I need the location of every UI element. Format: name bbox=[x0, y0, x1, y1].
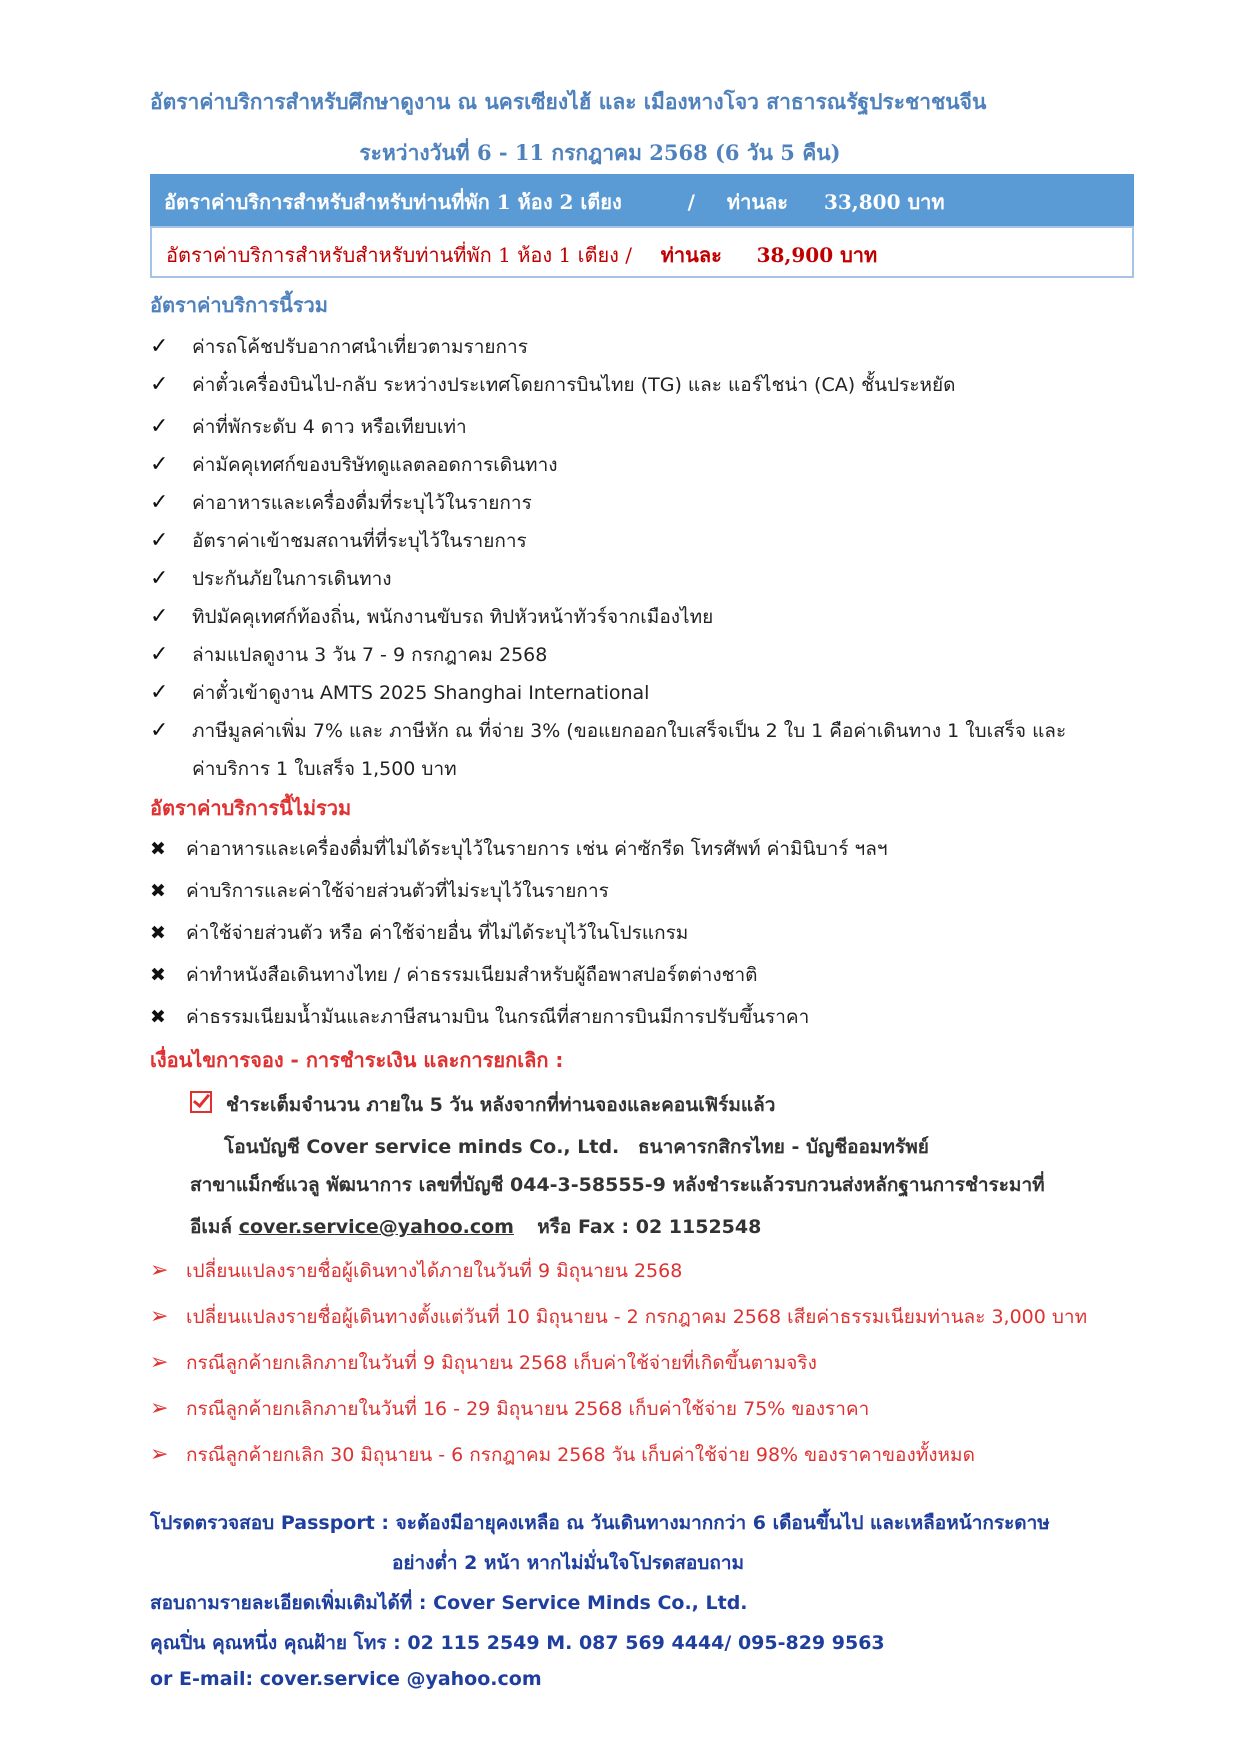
check-icon: ✓ bbox=[150, 718, 169, 743]
arrow-bullet-icon: ➢ bbox=[150, 1304, 169, 1329]
arrow-bullet-icon: ➢ bbox=[150, 1442, 169, 1467]
included-item: ✓ ค่ารถโค้ชปรับอากาศนำเที่ยวตามรายการ bbox=[150, 334, 528, 359]
contact-line: สอบถามรายละเอียดเพิ่มเติมได้ที่ : Cover Service Minds Co., Ltd. bbox=[150, 1592, 748, 1614]
arrow-bullet-icon: ➢ bbox=[150, 1396, 169, 1421]
passport-note-continued: อย่างต่ำ 2 หน้า หากไม่มั่นใจโปรดสอบถาม bbox=[392, 1552, 745, 1574]
price-single-row bbox=[150, 226, 1134, 278]
cross-icon: ✖ bbox=[150, 922, 166, 944]
price-single-label: อัตราค่าบริการสำหรับสำหรับท่านที่พัก 1 ห้อง 1 เตียง / bbox=[166, 243, 633, 267]
check-icon: ✓ bbox=[150, 604, 169, 629]
condition-rule: ➢ กรณีลูกค้ายกเลิกภายในวันที่ 16 - 29 มิถุนายน 2568 เก็บค่าใช้จ่าย 75% ของราคา bbox=[150, 1396, 870, 1421]
condition-rule: ➢ เปลี่ยนแปลงรายชื่อผู้เดินทางได้ภายในวันที่ 9 มิถุนายน 2568 bbox=[150, 1258, 683, 1283]
check-icon: ✓ bbox=[150, 452, 169, 477]
page-title: อัตราค่าบริการสำหรับศึกษาดูงาน ณ นครเซียงไฮ้ และ เมืองหางโจว สาธารณรัฐประชาชนจีน bbox=[150, 89, 987, 114]
check-icon: ✓ bbox=[150, 414, 169, 439]
email-link[interactable]: cover.service@yahoo.com bbox=[238, 1216, 514, 1238]
price-twin-per: ท่านละ bbox=[726, 190, 789, 214]
excluded-heading: อัตราค่าบริการนี้ไม่รวม bbox=[150, 796, 352, 820]
check-icon: ✓ bbox=[150, 642, 169, 667]
price-twin-amount: 33,800 บาท bbox=[823, 190, 945, 214]
arrow-bullet-icon: ➢ bbox=[150, 1350, 169, 1375]
included-item: ✓ ค่าตั๋วเครื่องบินไป-กลับ ระหว่างประเทศโดยการบินไทย (TG) และ แอร์ไชน่า (CA) ชั้นประหยัด bbox=[150, 372, 956, 397]
included-item-continuation: ค่าบริการ 1 ใบเสร็จ 1,500 บาท bbox=[192, 758, 457, 780]
included-item: ✓ ประกันภัยในการเดินทาง bbox=[150, 566, 392, 591]
page-subtitle: ระหว่างวันที่ 6 - 11 กรกฎาคม 2568 (6 วัน 5 คืน) bbox=[359, 140, 841, 165]
condition-rule: ➢ เปลี่ยนแปลงรายชื่อผู้เดินทางตั้งแต่วันที่ 10 มิถุนายน - 2 กรกฎาคม 2568 เสียค่าธรรมเนียมท่านละ 3,000 บาท bbox=[150, 1304, 1088, 1329]
included-item: ✓ ภาษีมูลค่าเพิ่ม 7% และ ภาษีหัก ณ ที่จ่าย 3% (ขอแยกออกใบเสร็จเป็น 2 ใบ 1 คือค่าเดินทาง 1 ใบเสร็จ และ bbox=[150, 718, 1067, 743]
price-twin-row bbox=[150, 174, 1134, 226]
check-icon: ✓ bbox=[150, 566, 169, 591]
excluded-item: ✖ ค่าบริการและค่าใช้จ่ายส่วนตัวที่ไม่ระบุไว้ในรายการ bbox=[150, 880, 609, 902]
cross-icon: ✖ bbox=[150, 838, 166, 860]
included-item: ✓ ค่ามัคคุเทศก์ของบริษัทดูแลตลอดการเดินทาง bbox=[150, 452, 558, 477]
condition-rule: ➢ กรณีลูกค้ายกเลิกภายในวันที่ 9 มิถุนายน 2568 เก็บค่าใช้จ่ายที่เกิดขึ้นตามจริง bbox=[150, 1350, 817, 1375]
payment-line: ชำระเต็มจำนวน ภายใน 5 วัน หลังจากที่ท่านจองและคอนเฟิร์มแล้ว bbox=[190, 1090, 775, 1120]
price-single-per: ท่านละ bbox=[660, 243, 722, 267]
price-twin-sep: / bbox=[687, 190, 695, 214]
arrow-bullet-icon: ➢ bbox=[150, 1258, 169, 1283]
included-item: ✓ ค่าตั๋วเข้าดูงาน AMTS 2025 Shanghai International bbox=[150, 680, 650, 705]
excluded-item: ✖ ค่าอาหารและเครื่องดื่มที่ไม่ได้ระบุไว้ในรายการ เช่น ค่าซักรีด โทรศัพท์ ค่ามินิบาร์ ฯลฯ bbox=[150, 838, 888, 860]
excluded-item: ✖ ค่าใช้จ่ายส่วนตัว หรือ ค่าใช้จ่ายอื่น ที่ไม่ได้ระบุไว้ในโปรแกรม bbox=[150, 922, 689, 944]
included-item: ✓ ทิปมัคคุเทศก์ท้องถิ่น, พนักงานขับรถ ทิปหัวหน้าทัวร์จากเมืองไทย bbox=[150, 604, 714, 629]
check-icon: ✓ bbox=[150, 372, 169, 397]
excluded-item: ✖ ค่าทำหนังสือเดินทางไทย / ค่าธรรมเนียมสำหรับผู้ถือพาสปอร์ตต่างชาติ bbox=[150, 964, 758, 986]
passport-note: โปรดตรวจสอบ Passport : จะต้องมีอายุคงเหลือ ณ วันเดินทางมากกว่า 6 เดือนขึ้นไป และเหลือหน้ากระดาษ bbox=[150, 1512, 1050, 1534]
price-single-amount: 38,900 บาท bbox=[756, 243, 878, 267]
checked-box-icon bbox=[190, 1091, 212, 1113]
included-item: ✓ ล่ามแปลดูงาน 3 วัน 7 - 9 กรกฎาคม 2568 bbox=[150, 642, 548, 667]
footer-email: or E-mail: cover.service @yahoo.com bbox=[150, 1668, 542, 1690]
check-icon: ✓ bbox=[150, 334, 169, 359]
excluded-item: ✖ ค่าธรรมเนียมน้ำมันและภาษีสนามบิน ในกรณีที่สายการบินมีการปรับขึ้นราคา bbox=[150, 1006, 810, 1028]
included-item: ✓ อัตราค่าเข้าชมสถานที่ที่ระบุไว้ในรายการ bbox=[150, 528, 527, 553]
conditions-heading: เงื่อนไขการจอง - การชำระเงิน และการยกเลิก : bbox=[150, 1048, 564, 1072]
price-twin-label: อัตราค่าบริการสำหรับสำหรับท่านที่พัก 1 ห้อง 2 เตียง bbox=[164, 190, 622, 214]
check-icon: ✓ bbox=[150, 528, 169, 553]
cross-icon: ✖ bbox=[150, 964, 166, 986]
bank-name: ธนาคารกสิกรไทย - บัญชีออมทรัพย์ bbox=[638, 1136, 929, 1158]
check-icon: ✓ bbox=[150, 490, 169, 515]
email-fax-line: อีเมล์ cover.service@yahoo.com หรือ Fax : 02 1152548 bbox=[190, 1216, 762, 1238]
included-item: ✓ ค่าอาหารและเครื่องดื่มที่ระบุไว้ในรายการ bbox=[150, 490, 532, 515]
phone-line: คุณปิ่น คุณหนึ่ง คุณฝ้าย โทร : 02 115 2549 M. 087 569 4444/ 095-829 9563 bbox=[150, 1632, 885, 1654]
condition-rule: ➢ กรณีลูกค้ายกเลิก 30 มิถุนายน - 6 กรกฎาคม 2568 วัน เก็บค่าใช้จ่าย 98% ของราคาของทั้งหมด bbox=[150, 1442, 975, 1467]
cross-icon: ✖ bbox=[150, 880, 166, 902]
bank-account-name: โอนบัญชี Cover service minds Co., Ltd. bbox=[224, 1136, 620, 1158]
bank-branch-account: สาขาแม็กซ์แวลู พัฒนาการ เลขที่บัญชี 044-3-58555-9 หลังชำระแล้วรบกวนส่งหลักฐานการชำระมาที่ bbox=[190, 1174, 1045, 1196]
check-icon: ✓ bbox=[150, 680, 169, 705]
included-item: ✓ ค่าที่พักระดับ 4 ดาว หรือเทียบเท่า bbox=[150, 414, 467, 439]
cross-icon: ✖ bbox=[150, 1006, 166, 1028]
included-heading: อัตราค่าบริการนี้รวม bbox=[150, 293, 328, 317]
